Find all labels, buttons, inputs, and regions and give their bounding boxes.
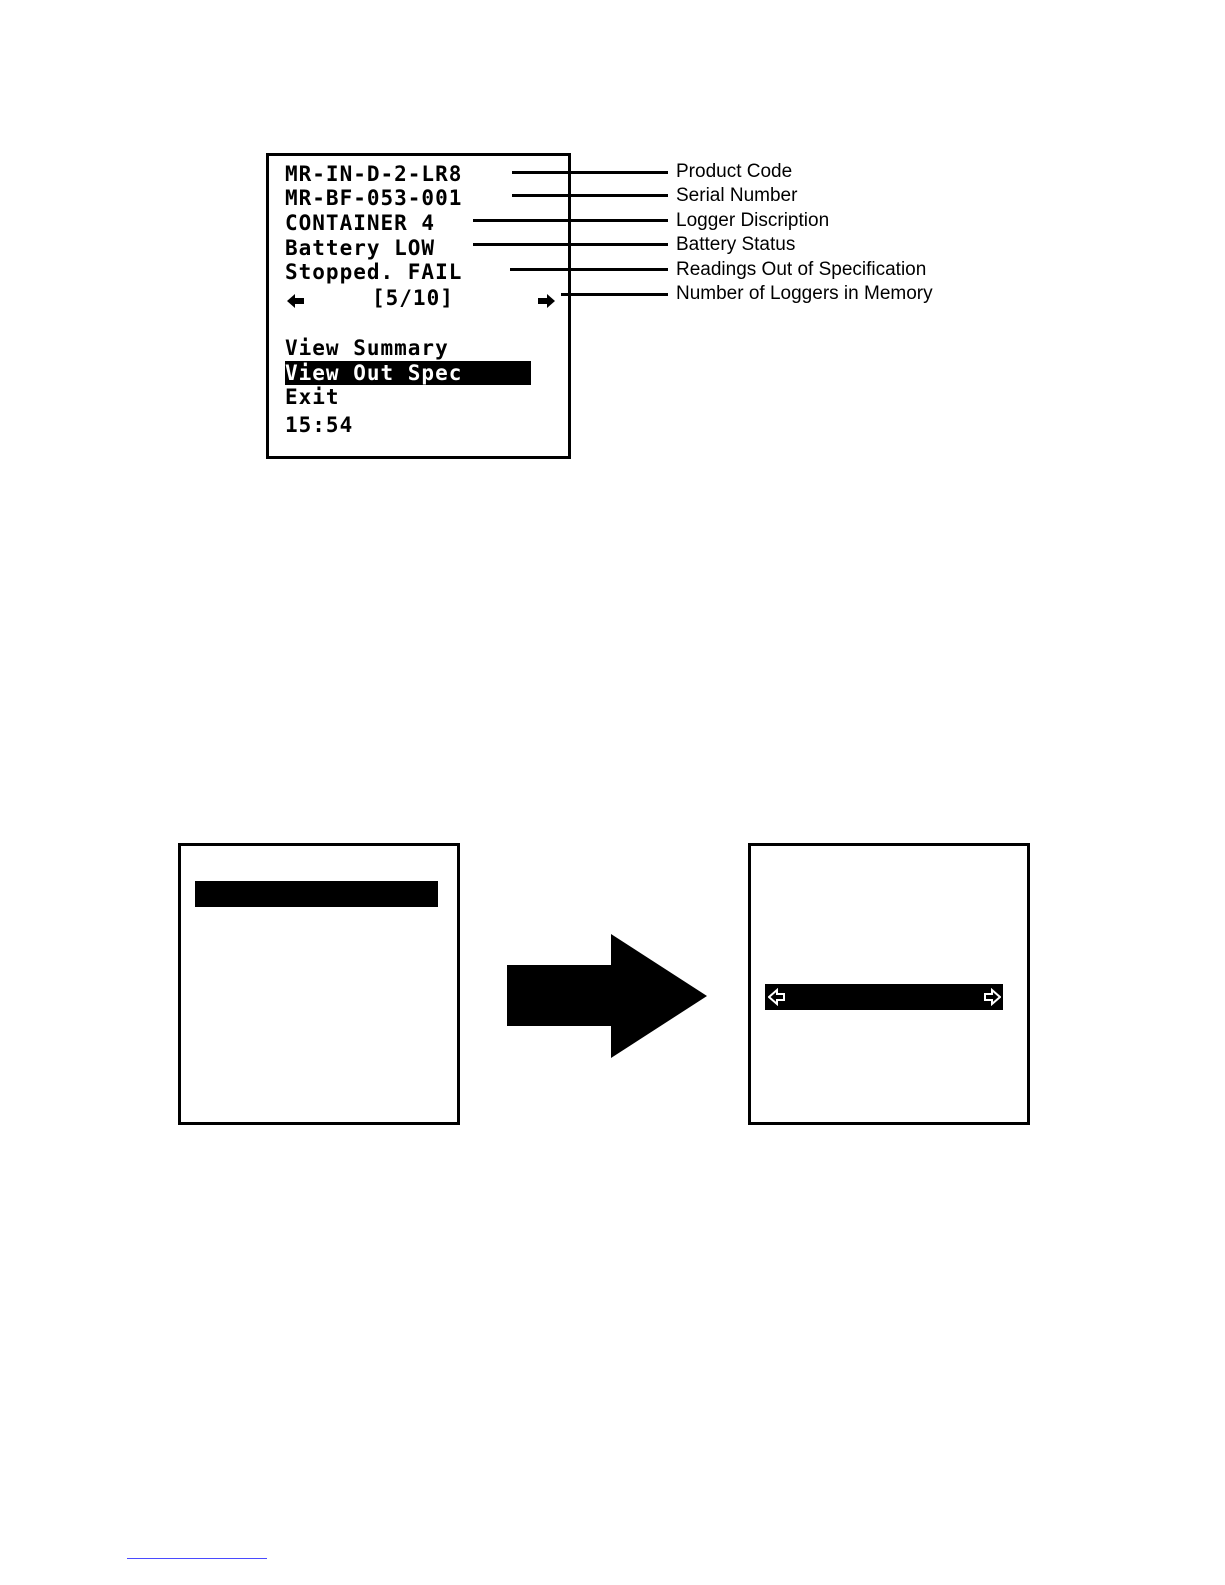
highlighted-menu-bar[interactable]	[195, 881, 438, 907]
annotation-line-description	[473, 219, 668, 222]
label-number-of-loggers: Number of Loggers in Memory	[676, 283, 933, 304]
hollow-arrow-left-icon[interactable]	[768, 988, 786, 1006]
product-code-text: MR-IN-D-2-LR8	[285, 162, 463, 186]
annotation-line-product-code	[512, 171, 668, 174]
big-right-arrow-icon	[507, 934, 709, 1060]
logger-info-screen	[266, 153, 571, 459]
annotation-line-serial-number	[512, 194, 668, 197]
menu-screen-before	[178, 843, 460, 1125]
selection-bar[interactable]	[765, 984, 1003, 1010]
battery-status-text: Battery LOW	[285, 236, 436, 260]
menu-item-view-out-spec[interactable]: View Out Spec	[285, 361, 531, 385]
label-logger-description: Logger Discription	[676, 210, 830, 231]
hollow-arrow-right-icon[interactable]	[983, 988, 1001, 1006]
arrow-left-icon[interactable]	[287, 294, 305, 308]
annotation-line-status	[510, 268, 668, 271]
logger-description-text: CONTAINER 4	[285, 211, 436, 235]
menu-item-exit[interactable]: Exit	[285, 385, 340, 409]
logger-counter-text: [5/10]	[372, 286, 454, 310]
label-readings-out-of-spec: Readings Out of Specification	[676, 259, 927, 280]
label-serial-number: Serial Number	[676, 185, 798, 206]
menu-screen-after	[748, 843, 1030, 1125]
arrow-right-icon[interactable]	[537, 294, 555, 308]
serial-number-text: MR-BF-053-001	[285, 186, 463, 210]
annotation-line-battery	[473, 243, 668, 246]
menu-item-view-summary[interactable]: View Summary	[285, 336, 449, 360]
readings-status-text: Stopped. FAIL	[285, 260, 463, 284]
label-battery-status: Battery Status	[676, 234, 796, 255]
label-product-code: Product Code	[676, 161, 793, 182]
clock-text: 15:54	[285, 413, 354, 437]
annotation-line-counter	[561, 293, 668, 296]
footer-link-underline	[127, 1558, 267, 1559]
